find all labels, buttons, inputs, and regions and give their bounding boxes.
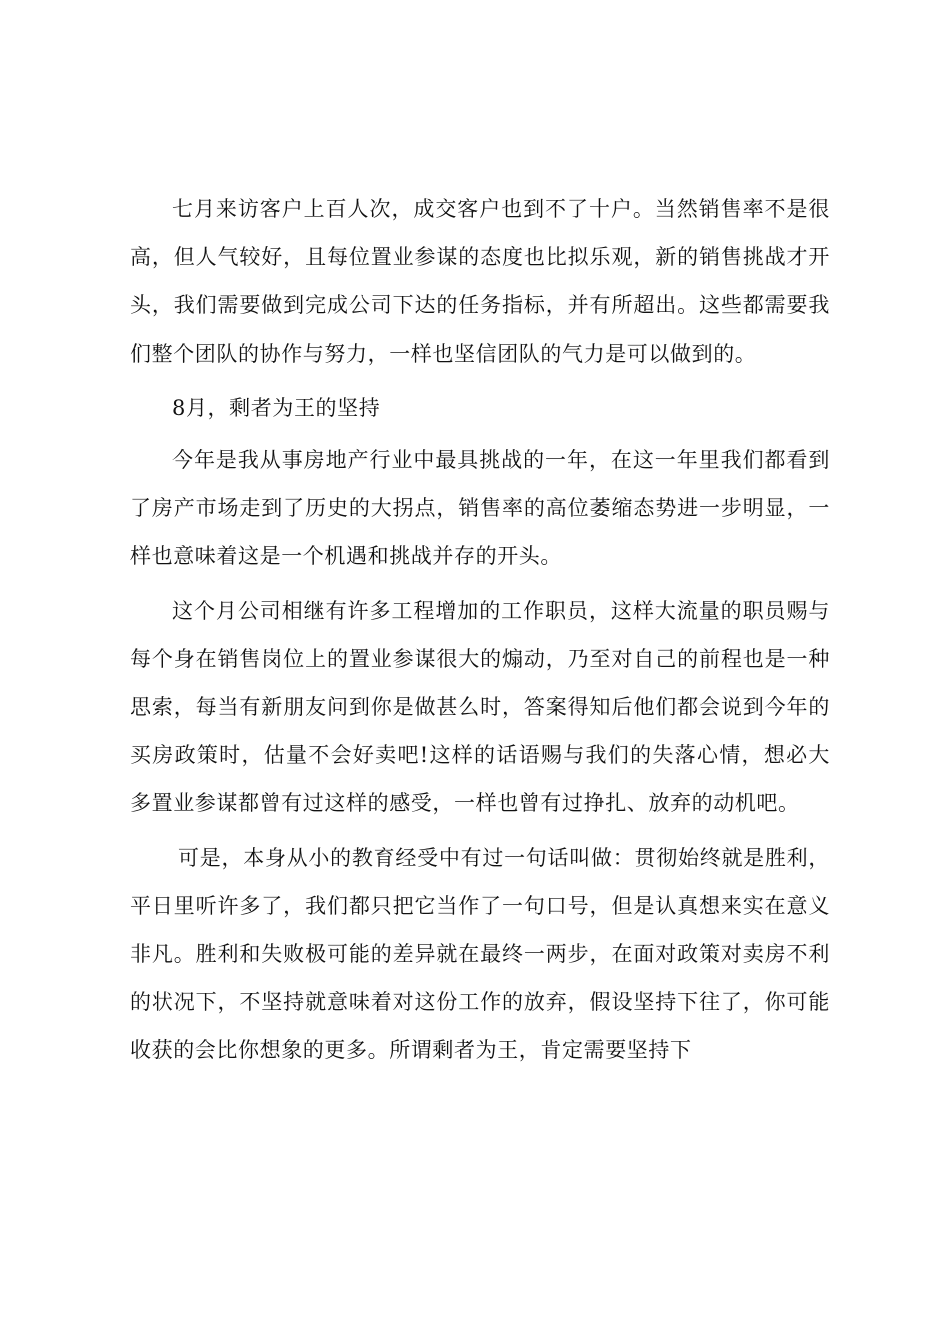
document-body [130, 185, 830, 1081]
paragraph-persistence: 可是，本身从小的教育经受中有过一句话叫做：贯彻始终就是胜利，平日里听许多了，我们都只把它当作了一句口号，但是认真想来实在意义非凡。胜利和失败极可能的差异就在最终一两步，在面对政策对卖房不利的状况下，不坚持就意味着对这份工作的放弃，假设坚持下往了，你可能收获的会比你想象的更多。所谓剩者为王，肯定需要坚持下 [130, 845, 830, 1063]
paragraph-staff-increase: 这个月公司相继有许多工程增加的工作职员，这样大流量的职员赐与每个身在销售岗位上的置业参谋很大的煽动，乃至对自己的前程也是一种思索，每当有新朋友问到你是做甚么时，答案得知后他们都会说到今年的买房政策时，估量不会好卖吧!这样的话语赐与我们的失落心情，想必大多置业参谋都曾有过这样的感受，一样也曾有过挣扎、放弃的动机吧。 [130, 598, 830, 816]
paragraph-market-challenge: 今年是我从事房地产行业中最具挑战的一年，在这一年里我们都看到了房产市场走到了历史的大拐点，销售率的高位萎缩态势进一步明显，一样也意味着这是一个机遇和挑战并存的开头。 [130, 448, 830, 569]
paragraph-july-summary: 七月来访客户上百人次，成交客户也到不了十户。当然销售率不是很高，但人气较好，且每位置业参谋的态度也比拟乐观，新的销售挑战才开头，我们需要做到完成公司下达的任务指标，并有所超出。这些都需要我们整个团队的协作与努力，一样也坚信团队的气力是可以做到的。 [130, 197, 830, 366]
paragraph-august-heading: 8月，剩者为王的坚持 [172, 395, 381, 420]
